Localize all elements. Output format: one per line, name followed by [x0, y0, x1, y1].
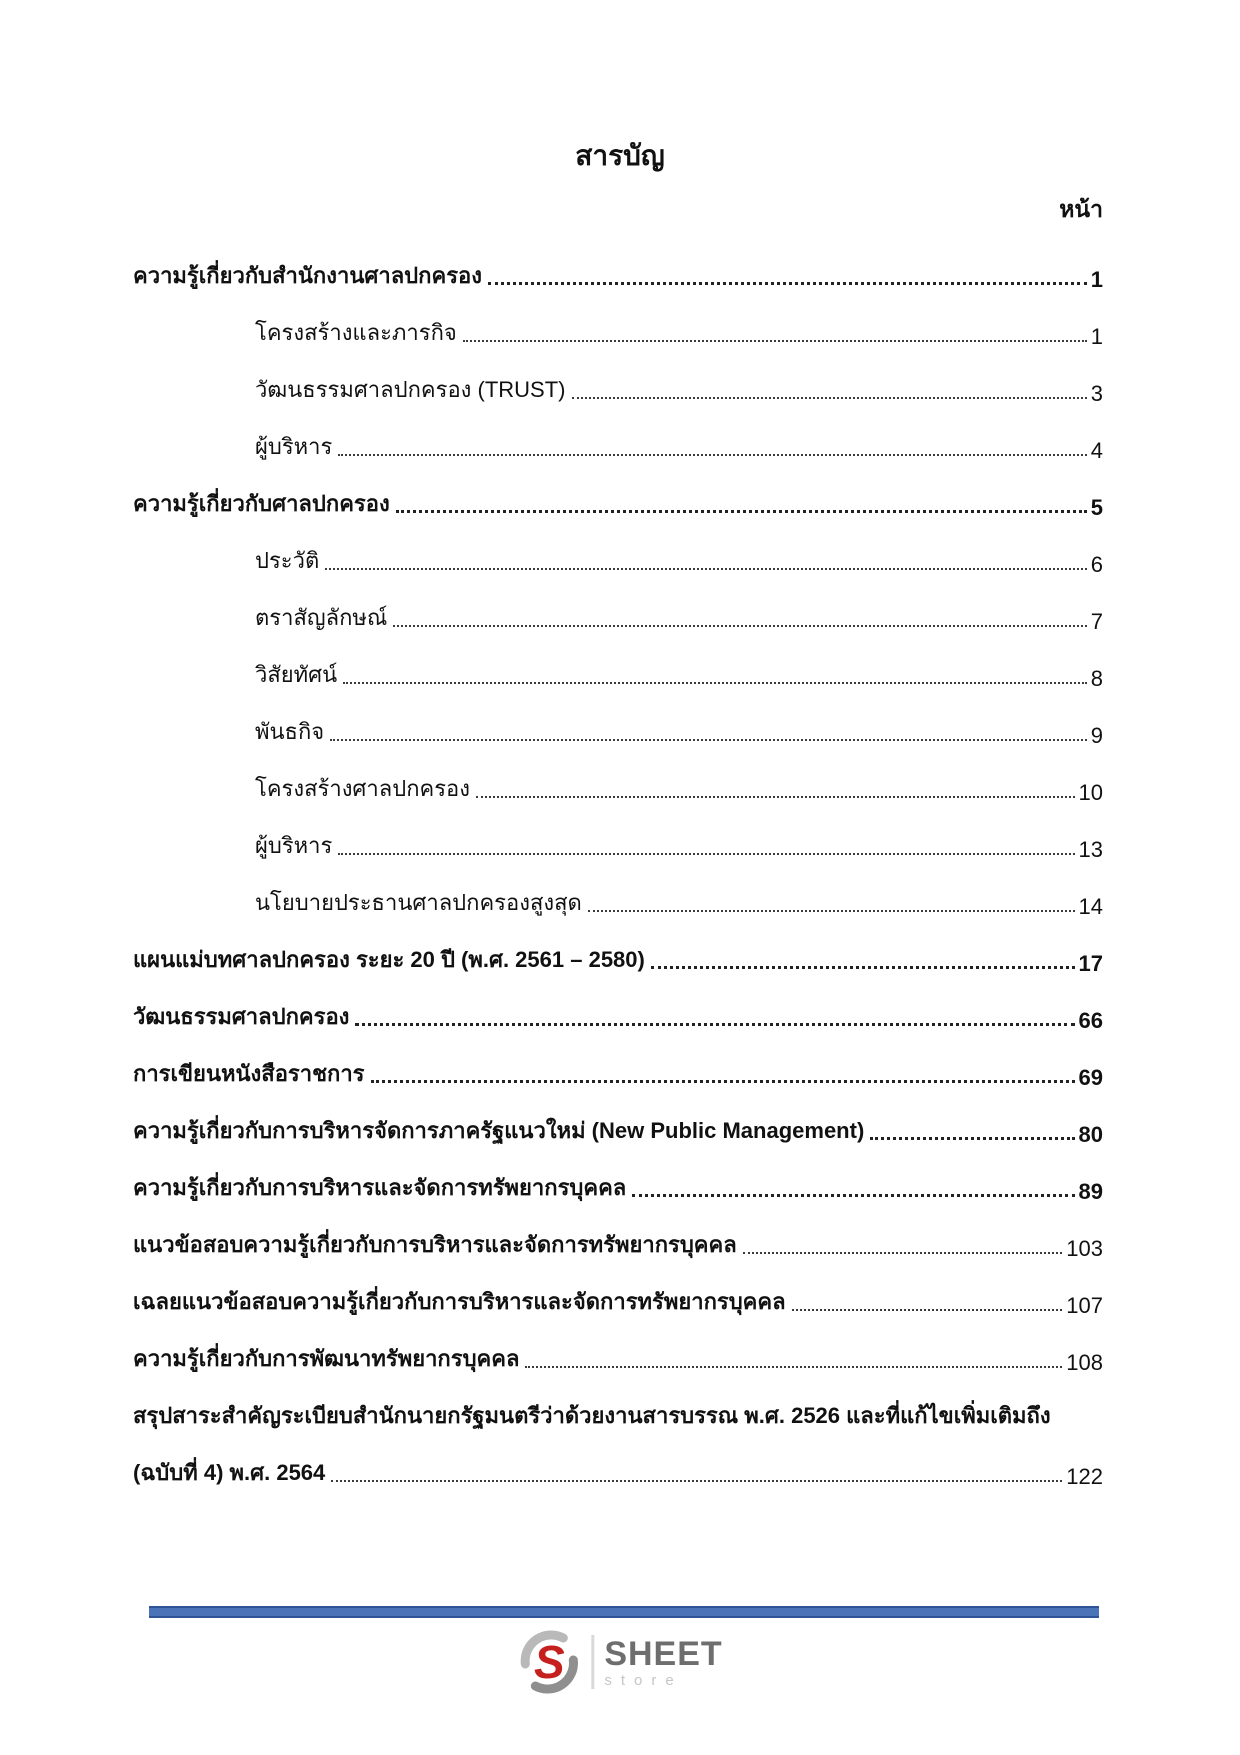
toc-entry-text: วัฒนธรรมศาลปกครอง (TRUST) [255, 377, 566, 402]
toc-entry-page: 69 [1078, 1065, 1103, 1090]
toc-leader-dots [572, 397, 1087, 399]
toc-entry-page: 6 [1090, 552, 1103, 577]
page-column-label: หน้า [1059, 196, 1103, 222]
toc-leader-dots [488, 282, 1087, 285]
toc-leader-dots [743, 1252, 1063, 1254]
sheetstore-logo [517, 1630, 722, 1694]
toc-entry-text: โครงสร้างและภารกิจ [255, 320, 457, 345]
toc-entry-text: ประวัติ [255, 548, 320, 573]
toc-entry-text: การเขียนหนังสือราชการ [133, 1061, 365, 1086]
toc-entry-text: วิสัยทัศน์ [255, 662, 338, 687]
toc-leader-dots [396, 510, 1087, 513]
toc-entry [133, 582, 1103, 639]
logo-letter: S [533, 1636, 565, 1688]
toc-entry-page: 107 [1066, 1293, 1103, 1318]
toc-list [133, 240, 1103, 1494]
toc-entry [133, 1437, 1103, 1494]
toc-leader-dots [393, 625, 1086, 627]
toc-entry [133, 1209, 1103, 1266]
toc-entry-page: 1 [1090, 324, 1103, 349]
toc-entry-page: 3 [1090, 381, 1103, 406]
toc-entry-text: โครงสร้างศาลปกครอง [255, 776, 471, 801]
toc-entry-page: 10 [1078, 780, 1103, 805]
toc-leader-dots [325, 568, 1087, 570]
toc-entry-page: 89 [1078, 1179, 1103, 1204]
toc-entry-page: 17 [1078, 951, 1103, 976]
toc-entry-text: พันธกิจ [255, 719, 325, 744]
logo-wordmark [604, 1634, 723, 1689]
toc-entry-page: 122 [1066, 1464, 1103, 1489]
toc-entry-text: ความรู้เกี่ยวกับการบริหารจัดการภาครัฐแนวใหม่ (New Public Management) [133, 1118, 865, 1143]
toc-entry-page: 9 [1090, 723, 1103, 748]
toc-leader-dots [338, 853, 1074, 855]
toc-entry-page: 103 [1066, 1236, 1103, 1261]
logo-brand-text: SHEET [604, 1634, 723, 1673]
toc-entry [133, 924, 1103, 981]
toc-leader-dots [330, 739, 1087, 741]
toc-leader-dots [632, 1194, 1074, 1197]
toc-entry-text: นโยบายประธานศาลปกครองสูงสุด [255, 890, 582, 915]
toc-entry [133, 981, 1103, 1038]
toc-entry [133, 810, 1103, 867]
toc-entry [133, 240, 1103, 297]
toc-entry [133, 696, 1103, 753]
toc-entry-page: 66 [1078, 1008, 1103, 1033]
toc-entry-page: 1 [1090, 267, 1103, 292]
toc-entry [133, 411, 1103, 468]
toc-entry [133, 1095, 1103, 1152]
toc-leader-dots [651, 966, 1075, 969]
toc-entry-text: ตราสัญลักษณ์ [255, 605, 388, 630]
toc-entry-page: 108 [1066, 1350, 1103, 1375]
toc-entry-page: 14 [1078, 894, 1103, 919]
toc-leader-dots [331, 1480, 1062, 1482]
toc-entry [133, 639, 1103, 696]
toc-entry [133, 1380, 1103, 1437]
toc-entry [133, 297, 1103, 354]
toc-leader-dots [355, 1023, 1074, 1026]
toc-entry-page: 7 [1090, 609, 1103, 634]
toc-entry-page: 4 [1090, 438, 1103, 463]
toc-entry [133, 354, 1103, 411]
toc-entry-text: แผนแม่บทศาลปกครอง ระยะ 20 ปี (พ.ศ. 2561 – 2580) [133, 947, 645, 972]
toc-entry-text: (ฉบับที่ 4) พ.ศ. 2564 [133, 1460, 326, 1485]
toc-entry [133, 1323, 1103, 1380]
toc-entry [133, 1266, 1103, 1323]
toc-entry-text: ความรู้เกี่ยวกับการพัฒนาทรัพยากรบุคคล [133, 1346, 520, 1371]
sheetstore-logo-icon [517, 1630, 581, 1694]
footer-rule [149, 1606, 1099, 1618]
toc-entry-text: สรุปสาระสำคัญระเบียบสำนักนายกรัฐมนตรีว่าด้วยงานสารบรรณ พ.ศ. 2526 และที่แก้ไขเพิ่มเติมถึง [133, 1403, 1051, 1428]
toc-entry-text: ผู้บริหาร [255, 833, 333, 858]
toc-entry [133, 468, 1103, 525]
toc-leader-dots [870, 1137, 1074, 1140]
toc-leader-dots [476, 796, 1075, 798]
toc-entry-text: ความรู้เกี่ยวกับสำนักงานศาลปกครอง [133, 263, 482, 288]
toc-entry [133, 525, 1103, 582]
toc-leader-dots [588, 910, 1075, 912]
toc-leader-dots [792, 1309, 1063, 1311]
toc-entry [133, 753, 1103, 810]
toc-entry-text: ความรู้เกี่ยวกับศาลปกครอง [133, 491, 390, 516]
toc-leader-dots [343, 682, 1087, 684]
toc-leader-dots [463, 340, 1087, 342]
logo-divider [591, 1635, 594, 1689]
logo-brand-subtext: store [604, 1671, 683, 1689]
toc-entry [133, 1152, 1103, 1209]
toc-entry-text: แนวข้อสอบความรู้เกี่ยวกับการบริหารและจัดการทรัพยากรบุคคล [133, 1232, 737, 1257]
toc-entry-text: ผู้บริหาร [255, 434, 333, 459]
toc-leader-dots [525, 1366, 1062, 1368]
toc-entry-page: 8 [1090, 666, 1103, 691]
toc-entry-text: ความรู้เกี่ยวกับการบริหารและจัดการทรัพยากรบุคคล [133, 1175, 627, 1200]
toc-leader-dots [338, 454, 1086, 456]
toc-leader-dots [371, 1080, 1075, 1083]
toc-entry-page: 5 [1090, 495, 1103, 520]
toc-entry [133, 1038, 1103, 1095]
toc-entry-page: 13 [1078, 837, 1103, 862]
toc-entry-page: 80 [1078, 1122, 1103, 1147]
page-title: สารบัญ [575, 140, 665, 171]
toc-entry-text: วัฒนธรรมศาลปกครอง [133, 1004, 350, 1029]
toc-entry [133, 867, 1103, 924]
toc-entry-text: เฉลยแนวข้อสอบความรู้เกี่ยวกับการบริหารและจัดการทรัพยากรบุคคล [133, 1289, 786, 1314]
